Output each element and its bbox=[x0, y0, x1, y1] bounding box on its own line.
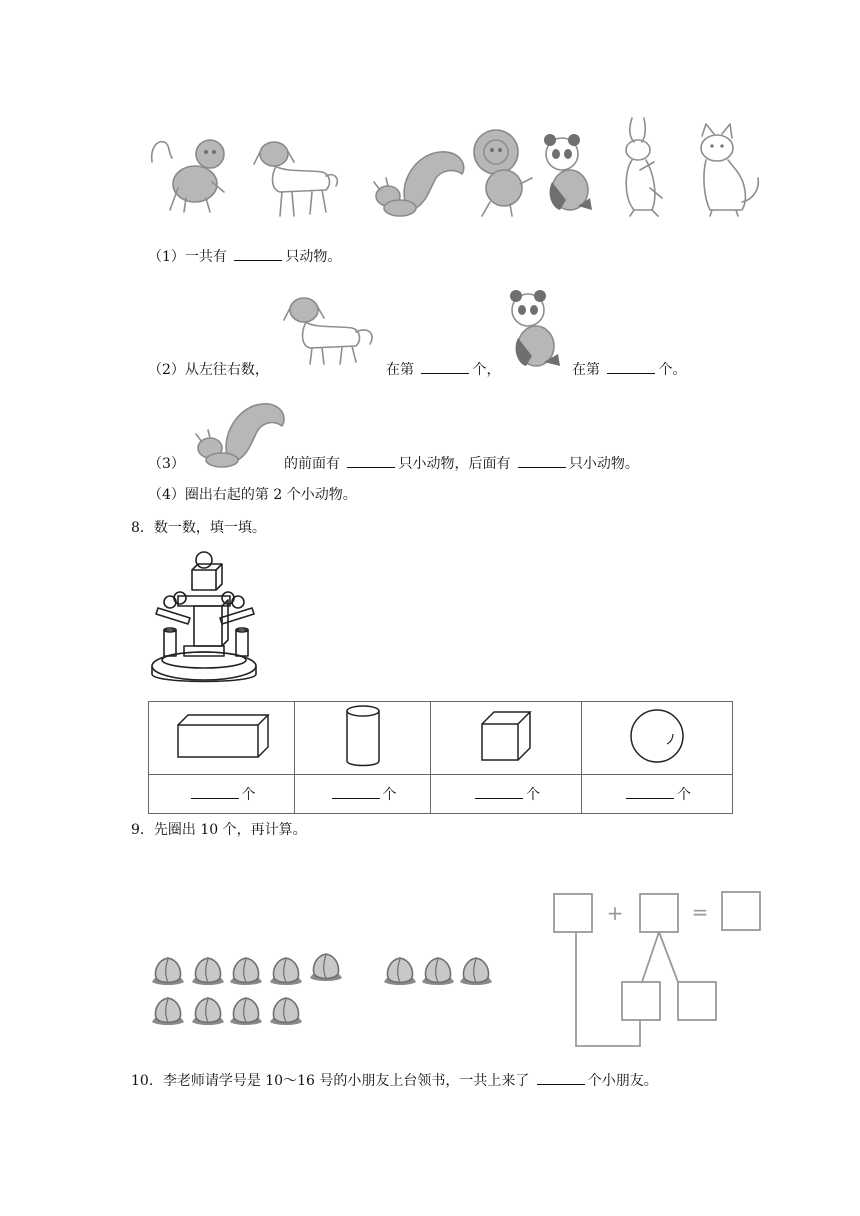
q7-part4: （4）圈出右起的第 2 个小动物。 bbox=[148, 487, 357, 503]
peach-icon bbox=[460, 958, 492, 985]
q7-part3-suffix: 只小动物。 bbox=[568, 456, 639, 472]
squirrel-icon bbox=[374, 152, 464, 216]
q8-title: 8．数一数，填一填。 bbox=[131, 520, 266, 536]
q7-part3 bbox=[148, 455, 185, 473]
lion-icon bbox=[474, 130, 532, 216]
animals-row bbox=[140, 112, 780, 222]
answer-box-split-1[interactable] bbox=[622, 982, 660, 1020]
answer-blank-cube-count[interactable] bbox=[475, 786, 523, 799]
shape-counts-row bbox=[149, 775, 733, 814]
cube-icon bbox=[478, 708, 534, 764]
q7-part1-suffix: 只动物。 bbox=[285, 249, 342, 265]
answer-blank-cylinder-count[interactable] bbox=[332, 786, 380, 799]
peach-icon bbox=[152, 998, 184, 1025]
peach-icon bbox=[230, 958, 262, 985]
q7-part2-prefix: （2）从左往右数， bbox=[148, 362, 269, 378]
equals-sign: = bbox=[691, 900, 709, 924]
answer-box-split-2[interactable] bbox=[678, 982, 716, 1020]
shape-cell-cuboid bbox=[149, 702, 295, 775]
q10-suffix: 个小朋友。 bbox=[587, 1073, 658, 1089]
answer-blank-sphere-count[interactable] bbox=[626, 786, 674, 799]
shape-cell-cylinder bbox=[295, 702, 431, 775]
q7-part2-text-a: 在第 bbox=[386, 362, 414, 378]
peach-icon bbox=[384, 958, 416, 985]
q7-part1-prefix: （1）一共有 bbox=[148, 249, 227, 265]
peach-icon bbox=[192, 998, 224, 1025]
peach-icon bbox=[422, 958, 454, 985]
q7-part2-text-b: 个， bbox=[472, 362, 501, 378]
peach-icon bbox=[192, 958, 224, 985]
peach-icon bbox=[310, 954, 342, 981]
peach-group bbox=[146, 946, 506, 1036]
count-cell-cylinder bbox=[295, 775, 431, 814]
unit-label: 个 bbox=[382, 787, 397, 803]
answer-blank-cuboid-count[interactable] bbox=[191, 786, 239, 799]
q7-part2 bbox=[148, 361, 269, 379]
block-tower-illustration bbox=[150, 550, 262, 688]
q10-question bbox=[131, 1072, 658, 1090]
peach-icon bbox=[152, 958, 184, 985]
q7-part2-panda bbox=[572, 361, 686, 379]
dog-icon bbox=[254, 142, 337, 216]
unit-label: 个 bbox=[241, 787, 256, 803]
cuboid-icon bbox=[174, 711, 270, 761]
answer-box-sum[interactable] bbox=[722, 892, 760, 930]
answer-blank-panda-position[interactable] bbox=[607, 361, 655, 374]
answer-blank-children-count[interactable] bbox=[537, 1072, 585, 1085]
q10-prefix: 10．李老师请学号是 10～16 号的小朋友上台领书，一共上来了 bbox=[131, 1073, 530, 1089]
answer-blank-dog-position[interactable] bbox=[421, 361, 469, 374]
q7-part2-suffix: 个。 bbox=[658, 362, 687, 378]
monkey-icon bbox=[152, 140, 224, 212]
answer-box-addend-2[interactable] bbox=[640, 894, 678, 932]
shape-icons-row bbox=[149, 702, 733, 775]
shape-cell-sphere bbox=[582, 702, 733, 775]
q7-part2-dog bbox=[386, 361, 500, 379]
q7-part1 bbox=[148, 248, 341, 266]
q7-part2-text-c: 在第 bbox=[572, 362, 600, 378]
peach-icon bbox=[270, 998, 302, 1025]
panda-icon bbox=[544, 134, 592, 210]
q7-part3-text bbox=[284, 455, 639, 473]
q7-part3-text-a: 的前面有 bbox=[284, 456, 340, 472]
panda-icon bbox=[500, 280, 576, 372]
count-cell-cube bbox=[431, 775, 582, 814]
shape-cell-cube bbox=[431, 702, 582, 775]
cat-icon bbox=[701, 124, 758, 216]
peach-icon bbox=[230, 998, 262, 1025]
number-bond-diagram bbox=[550, 890, 766, 1050]
unit-label: 个 bbox=[526, 787, 540, 803]
count-cell-sphere bbox=[582, 775, 733, 814]
squirrel-icon bbox=[188, 386, 288, 468]
cylinder-icon bbox=[343, 703, 383, 769]
rabbit-icon bbox=[626, 118, 662, 216]
peach-icon bbox=[270, 958, 302, 985]
q7-part3-text-b: 只小动物，后面有 bbox=[398, 456, 511, 472]
sphere-icon bbox=[627, 706, 687, 766]
unit-label: 个 bbox=[677, 787, 691, 803]
count-cell-cuboid bbox=[149, 775, 295, 814]
shape-count-table bbox=[148, 701, 733, 814]
answer-blank-animals-after[interactable] bbox=[518, 455, 566, 468]
dog-icon bbox=[276, 286, 386, 366]
q7-part3-prefix: （3） bbox=[148, 456, 185, 472]
answer-blank-animals-before[interactable] bbox=[347, 455, 395, 468]
answer-box-addend-1[interactable] bbox=[554, 894, 592, 932]
answer-blank-total-animals[interactable] bbox=[234, 248, 282, 261]
plus-sign: + bbox=[606, 901, 624, 925]
q9-title: 9．先圈出 10 个，再计算。 bbox=[131, 822, 307, 838]
